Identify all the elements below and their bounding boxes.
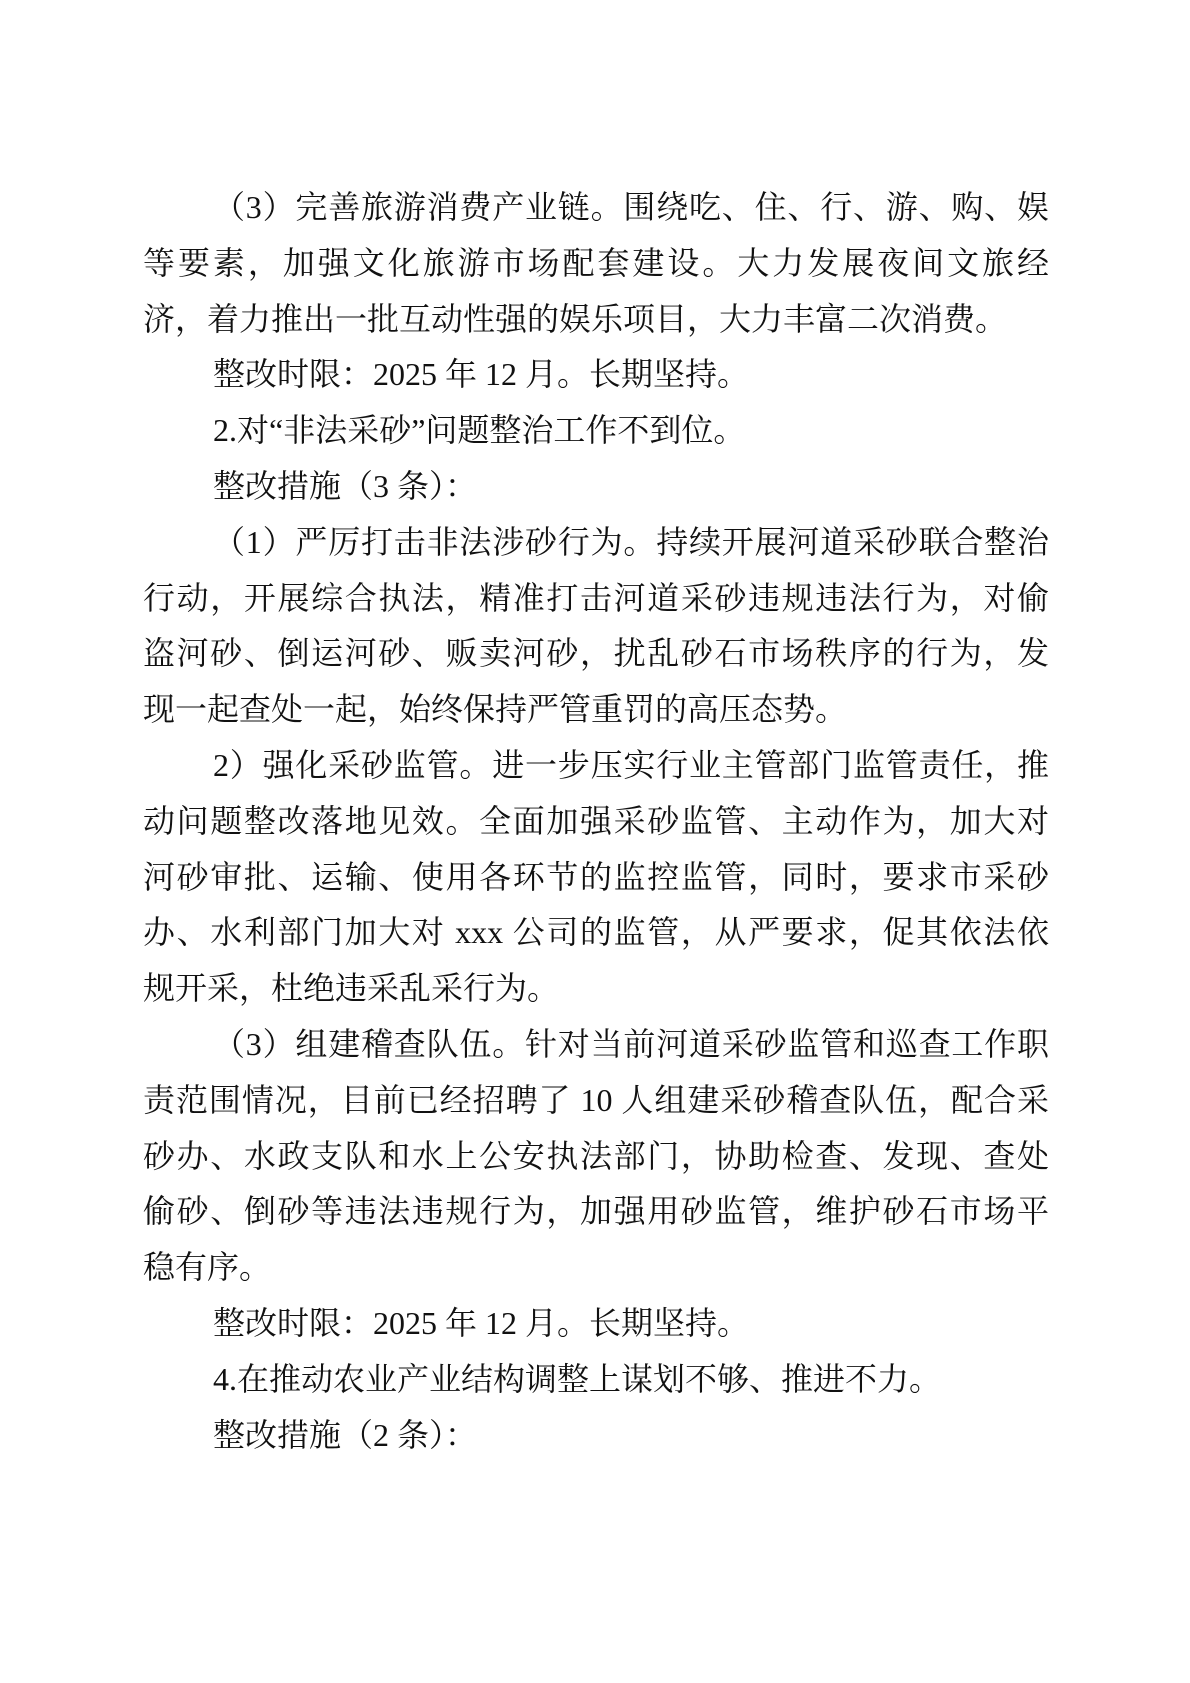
text-line: 偷砂、倒砂等违法违规行为，加强用砂监管，维护砂石市场平 [143, 1193, 1049, 1230]
paragraph [143, 1296, 1049, 1352]
document-content [143, 180, 1049, 1463]
text-line: 规开采，杜绝违采乱采行为。 [143, 970, 560, 1007]
text-line: （3）组建稽查队伍。针对当前河道采砂监管和巡查工作职 [213, 1025, 1049, 1062]
text-line: 等要素，加强文化旅游市场配套建设。大力发展夜间文旅经 [143, 244, 1049, 281]
text-line: 行动，开展综合执法，精准打击河道采砂违规违法行为，对偷 [143, 579, 1049, 616]
text-line: （3）完善旅游消费产业链。围绕吃、住、行、游、购、娱 [213, 189, 1049, 225]
text-line: 动问题整改落地见效。全面加强采砂监管、主动作为，加大对 [143, 802, 1049, 839]
text-line: 现一起查处一起，始终保持严管重罚的高压态势。 [143, 691, 848, 728]
text-line: 盗河砂、倒运河砂、贩卖河砂，扰乱砂石市场秩序的行为，发 [143, 635, 1049, 672]
text-line: 河砂审批、运输、使用各环节的监控监管，同时，要求市采砂 [143, 858, 1049, 895]
text-line: 2）强化采砂监管。进一步压实行业主管部门监管责任，推 [213, 746, 1049, 783]
paragraph [143, 1352, 1049, 1408]
text-line: 责范围情况，目前已经招聘了 10 人组建采砂稽查队伍，配合采 [143, 1081, 1049, 1118]
paragraph [143, 515, 1049, 738]
text-line: 整改措施（3 条）： [213, 467, 478, 504]
text-line: （1）严厉打击非法涉砂行为。持续开展河道采砂联合整治 [213, 523, 1049, 560]
text-line: 整改时限：2025 年 12 月。长期坚持。 [213, 1304, 750, 1341]
paragraph [143, 738, 1049, 1017]
text-line: 整改时限：2025 年 12 月。长期坚持。 [213, 356, 750, 393]
text-line: 2.对“非法采砂”问题整治工作不到位。 [213, 412, 746, 449]
text-line: 4.在推动农业产业结构调整上谋划不够、推进不力。 [213, 1360, 942, 1397]
paragraph [143, 347, 1049, 403]
text-line: 办、水利部门加大对 xxx 公司的监管，从严要求，促其依法依 [143, 914, 1049, 951]
text-line: 稳有序。 [143, 1249, 272, 1286]
paragraph [143, 1017, 1049, 1296]
text-line: 济，着力推出一批互动性强的娱乐项目，大力丰富二次消费。 [143, 300, 1008, 337]
paragraph [143, 180, 1049, 347]
text-line: 砂办、水政支队和水上公安执法部门，协助检查、发现、查处 [143, 1137, 1049, 1174]
paragraph [143, 459, 1049, 515]
paragraph [143, 1408, 1049, 1464]
paragraph [143, 403, 1049, 459]
text-line: 整改措施（2 条）： [213, 1416, 478, 1453]
